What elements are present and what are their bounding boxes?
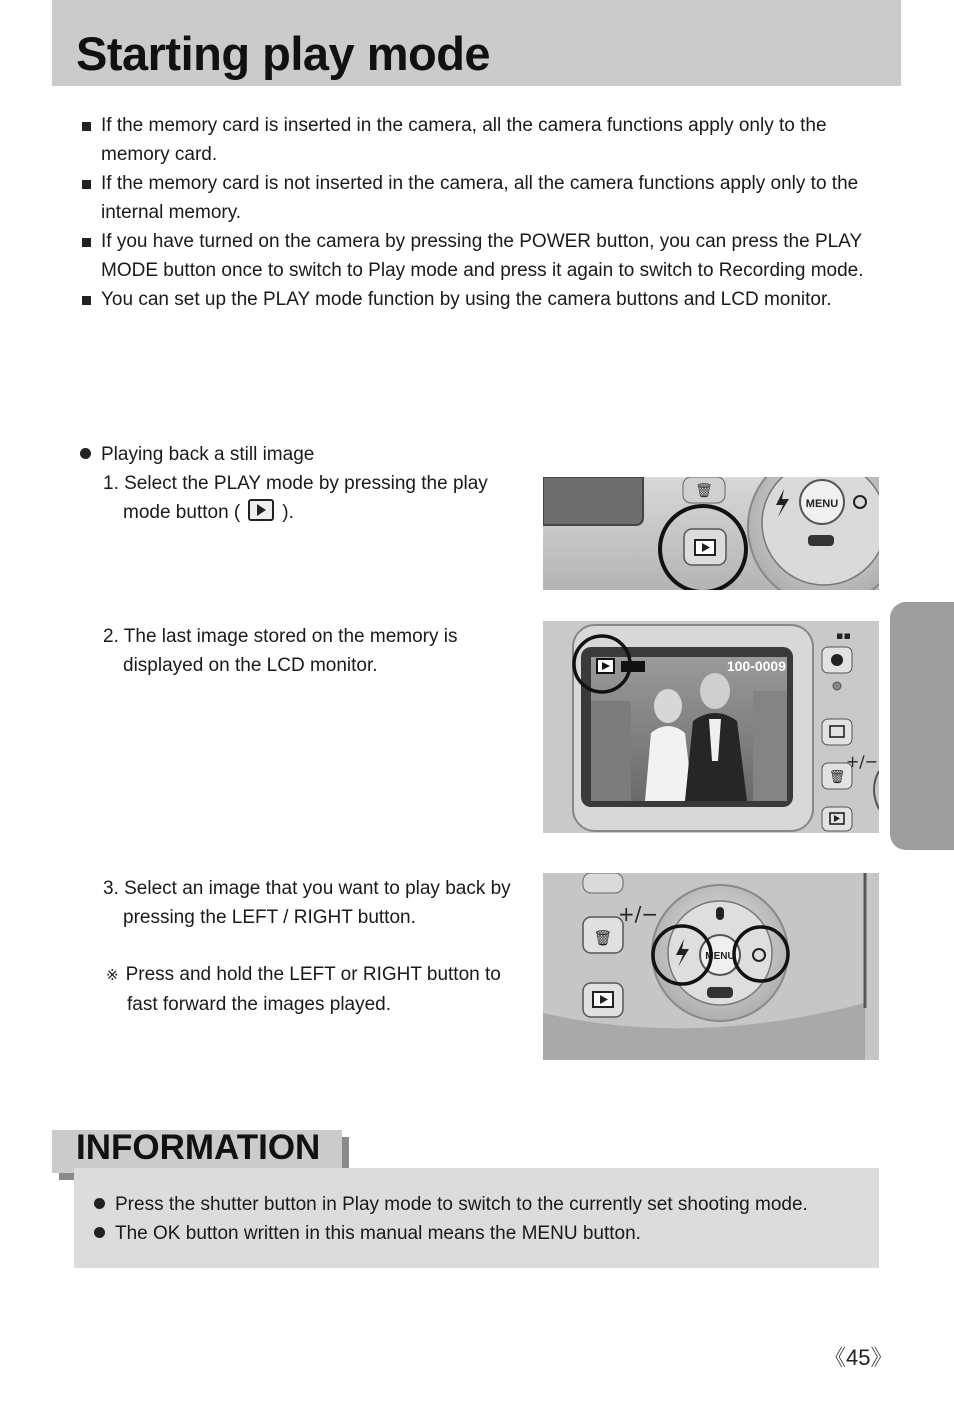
playback-heading: Playing back a still image [80, 440, 314, 469]
camera-play-button-photo [543, 477, 879, 590]
menu-label: MENU [705, 951, 735, 962]
information-item: Press the shutter button in Play mode to switch to the currently set shooting mode. [94, 1190, 808, 1219]
intro-bullet: If the memory card is inserted in the camera, all the camera functions apply only to the memory card. [80, 111, 870, 169]
intro-bullet: If you have turned on the camera by pressing the POWER button, you can press the PLAY MODE button once to switch to Play mode and press it again to switch to Recording mode. [80, 227, 870, 285]
bullet-dot-icon [94, 1198, 105, 1209]
plus-minus-label: +/− [845, 752, 879, 771]
left-right-button-photo [543, 873, 879, 1060]
file-number: 100-0009 [726, 658, 786, 674]
intro-bullet-list [80, 111, 870, 314]
bullet-dot-icon [94, 1227, 105, 1238]
svg-text:🗑: 🗑 [593, 929, 613, 947]
play-mode-icon [248, 499, 274, 521]
note: ※ Press and hold the LEFT or RIGHT button to fast forward the images played. [106, 964, 501, 1015]
play-mode-indicator [597, 659, 645, 673]
page-title: Starting play mode [76, 27, 491, 80]
page-number: 《45》 [824, 1345, 893, 1370]
information-list [94, 1190, 808, 1248]
menu-label: MENU [805, 498, 839, 510]
plus-minus-label: +/− [617, 902, 659, 926]
step-1: 1. Select the PLAY mode by pressing the play mode button ( ). [103, 473, 488, 523]
delete-icon: 🗑 [695, 483, 713, 499]
step-3: 3. Select an image that you want to play back by pressing the LEFT / RIGHT button. [103, 878, 511, 928]
information-item: The OK button written in this manual means the MENU button. [94, 1219, 808, 1248]
lcd-monitor-photo [543, 621, 879, 833]
movie-icon: ▪▪ [836, 629, 851, 642]
intro-bullet: You can set up the PLAY mode function by using the camera buttons and LCD monitor. [80, 285, 870, 314]
information-title: INFORMATION [76, 1128, 321, 1167]
bullet-dot-icon [80, 448, 91, 459]
intro-bullet: If the memory card is not inserted in the camera, all the camera functions apply only to the internal memory. [80, 169, 870, 227]
microphone-icon [716, 907, 724, 920]
chapter-side-tab [890, 602, 954, 850]
step-2: 2. The last image stored on the memory is displayed on the LCD monitor. [103, 626, 458, 676]
svg-text:🗑: 🗑 [828, 770, 846, 785]
